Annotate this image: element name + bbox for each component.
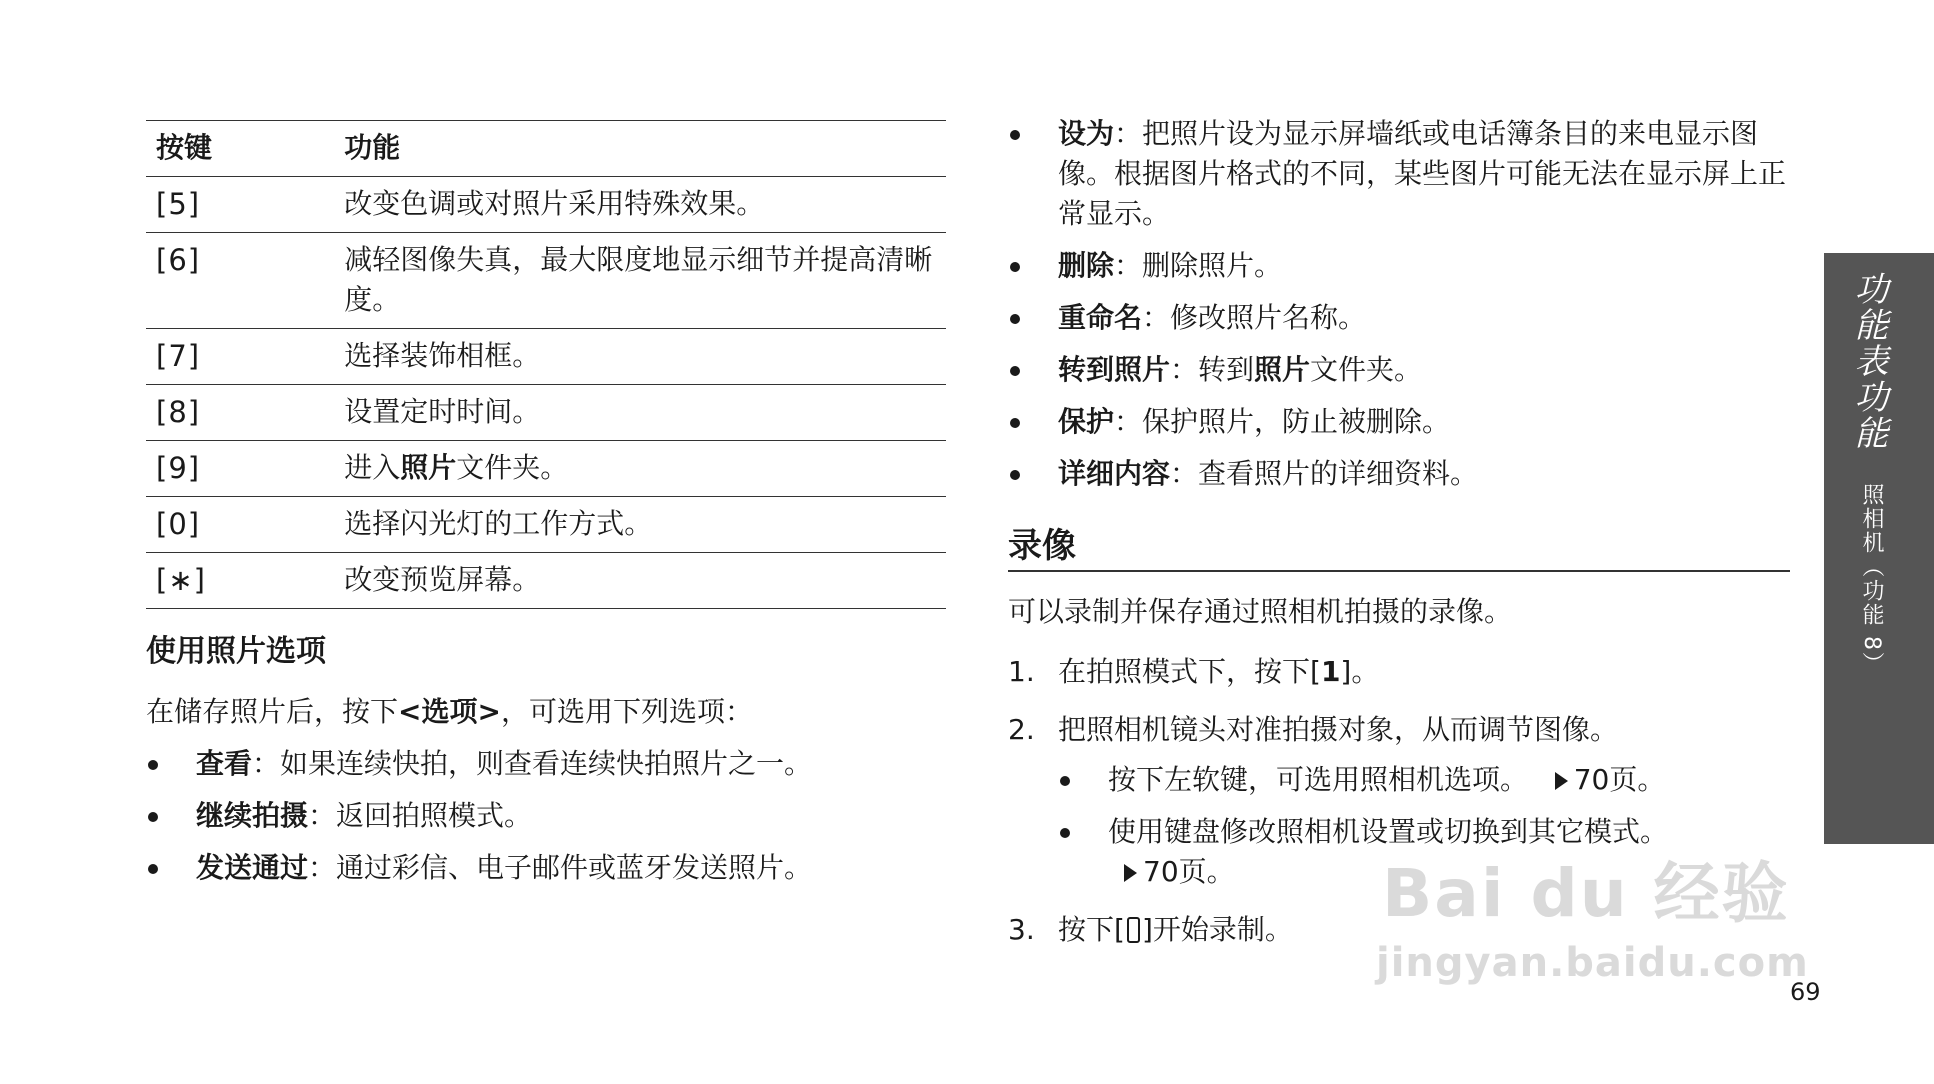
list-item bbox=[1008, 114, 1788, 234]
key-cell: [5] bbox=[146, 177, 334, 233]
desc-cell: 设置定时时间。 bbox=[334, 385, 946, 441]
step-text-suffix: ]开始录制。 bbox=[1141, 913, 1293, 946]
bullet-icon bbox=[1010, 418, 1020, 428]
key-cell: [6] bbox=[146, 233, 334, 329]
watermark-logo: Bai du 经验 bbox=[1382, 855, 1790, 932]
key-function-table bbox=[146, 120, 946, 609]
key-cell: [0] bbox=[146, 497, 334, 553]
desc-cell bbox=[334, 441, 946, 497]
bullet-icon bbox=[1010, 314, 1020, 324]
key-cell: [7] bbox=[146, 329, 334, 385]
option-desc: ：删除照片。 bbox=[1114, 249, 1283, 282]
header-key: 按键 bbox=[146, 121, 334, 177]
table-row bbox=[146, 233, 946, 329]
more-options-list bbox=[1008, 114, 1788, 494]
option-term: 详细内容 bbox=[1058, 457, 1171, 490]
intro-prefix: 在储存照片后，按下 bbox=[146, 695, 399, 728]
bullet-icon bbox=[148, 760, 158, 770]
desc-cell: 选择闪光灯的工作方式。 bbox=[334, 497, 946, 553]
desc-bold-term: 照片 bbox=[400, 451, 457, 484]
table-row bbox=[146, 497, 946, 553]
option-term: 保护 bbox=[1058, 405, 1115, 438]
photo-options-list bbox=[146, 744, 946, 888]
step-number: 3. bbox=[1008, 913, 1035, 946]
heading-divider bbox=[1008, 570, 1790, 572]
bullet-icon bbox=[1010, 366, 1020, 376]
list-item bbox=[1008, 402, 1788, 442]
option-desc-suffix: 文件夹。 bbox=[1310, 353, 1423, 386]
baidu-watermark bbox=[1372, 840, 1822, 1010]
option-term: 设为 bbox=[1058, 117, 1115, 150]
page-reference-arrow-icon bbox=[1124, 864, 1137, 882]
option-term: 转到照片 bbox=[1058, 353, 1171, 386]
intro-suffix: ，可选用下列选项： bbox=[500, 695, 753, 728]
chapter-side-tab bbox=[1824, 253, 1934, 844]
bullet-icon bbox=[1010, 130, 1020, 140]
list-item bbox=[1008, 298, 1788, 338]
option-term: 重命名 bbox=[1058, 301, 1143, 334]
option-desc-bold: 照片 bbox=[1254, 353, 1311, 386]
page-reference-arrow-icon bbox=[1555, 772, 1568, 790]
step-number: 2. bbox=[1008, 713, 1035, 746]
option-term: 删除 bbox=[1058, 249, 1115, 282]
option-desc: ：把照片设为显示屏墙纸或电话簿条目的来电显示图像。根据图片格式的不同，某些图片可能无法在显示屏上正常显示。 bbox=[1058, 117, 1787, 230]
list-item bbox=[146, 796, 946, 836]
step-text-prefix: 在拍照模式下，按下[ bbox=[1058, 655, 1321, 688]
option-term: 继续拍摄 bbox=[196, 799, 309, 832]
recording-intro: 可以录制并保存通过照相机拍摄的录像。 bbox=[1008, 595, 1513, 628]
table-row bbox=[146, 177, 946, 233]
option-term: 发送通过 bbox=[196, 851, 309, 884]
recording-heading: 录像 bbox=[1008, 526, 1076, 566]
bullet-icon bbox=[148, 812, 158, 822]
desc-cell: 减轻图像失真，最大限度地显示细节并提高清晰度。 bbox=[334, 233, 946, 329]
list-item bbox=[1008, 350, 1788, 390]
option-desc: ：如果连续快拍，则查看连续快拍照片之一。 bbox=[252, 747, 813, 780]
step-text-suffix: ]。 bbox=[1340, 655, 1380, 688]
desc-cell: 选择装饰相框。 bbox=[334, 329, 946, 385]
step-text-prefix: 按下[ bbox=[1058, 913, 1125, 946]
bullet-icon bbox=[148, 864, 158, 874]
desc-prefix: 进入 bbox=[344, 451, 401, 484]
sub-list-item bbox=[1058, 760, 1788, 800]
header-function: 功能 bbox=[334, 121, 946, 177]
record-key-icon bbox=[1127, 917, 1140, 943]
sub-item-text: 按下左软键，可选用照相机选项。 bbox=[1108, 763, 1529, 796]
page-number: 69 bbox=[1790, 978, 1821, 1006]
option-desc: ：保护照片，防止被删除。 bbox=[1114, 405, 1451, 438]
table-row bbox=[146, 329, 946, 385]
key-cell: [8] bbox=[146, 385, 334, 441]
option-term: 查看 bbox=[196, 747, 253, 780]
bullet-icon bbox=[1060, 776, 1070, 786]
page-reference: 70页。 bbox=[1143, 855, 1235, 888]
list-item bbox=[146, 744, 946, 784]
chapter-title: 功能表功能 bbox=[1848, 271, 1888, 451]
key-cell: [∗] bbox=[146, 553, 334, 609]
bullet-icon bbox=[1010, 262, 1020, 272]
desc-cell: 改变预览屏幕。 bbox=[334, 553, 946, 609]
option-desc: ：查看照片的详细资料。 bbox=[1170, 457, 1479, 490]
step-text: 把照相机镜头对准拍摄对象，从而调节图像。 bbox=[1058, 713, 1619, 746]
bullet-icon bbox=[1010, 470, 1020, 480]
photo-options-intro bbox=[146, 692, 753, 732]
option-desc: ：通过彩信、电子邮件或蓝牙发送照片。 bbox=[308, 851, 813, 884]
key-cell: [9] bbox=[146, 441, 334, 497]
step-number: 1. bbox=[1008, 655, 1035, 688]
table-row bbox=[146, 553, 946, 609]
sub-item-text: 使用键盘修改照相机设置或切换到其它模式。 bbox=[1108, 815, 1669, 848]
list-item bbox=[1008, 246, 1788, 286]
watermark-url: jingyan.baidu.com bbox=[1376, 940, 1809, 986]
option-desc: ：返回拍照模式。 bbox=[308, 799, 533, 832]
table-row bbox=[146, 385, 946, 441]
option-desc: ：修改照片名称。 bbox=[1142, 301, 1367, 334]
page-reference: 70页。 bbox=[1573, 763, 1666, 796]
list-item bbox=[146, 848, 946, 888]
step-key: 1 bbox=[1320, 655, 1341, 688]
photo-options-heading: 使用照片选项 bbox=[146, 634, 326, 669]
option-desc-prefix: ：转到 bbox=[1170, 353, 1255, 386]
options-softkey-label: <选项> bbox=[398, 695, 501, 728]
bullet-icon bbox=[1060, 828, 1070, 838]
desc-cell: 改变色调或对照片采用特殊效果。 bbox=[334, 177, 946, 233]
table-row bbox=[146, 441, 946, 497]
step-item bbox=[1008, 652, 1788, 692]
list-item bbox=[1008, 454, 1788, 494]
chapter-subtitle: 照相机（功能 8） bbox=[1859, 483, 1884, 676]
table-header-row bbox=[146, 121, 946, 177]
desc-suffix: 文件夹。 bbox=[456, 451, 569, 484]
